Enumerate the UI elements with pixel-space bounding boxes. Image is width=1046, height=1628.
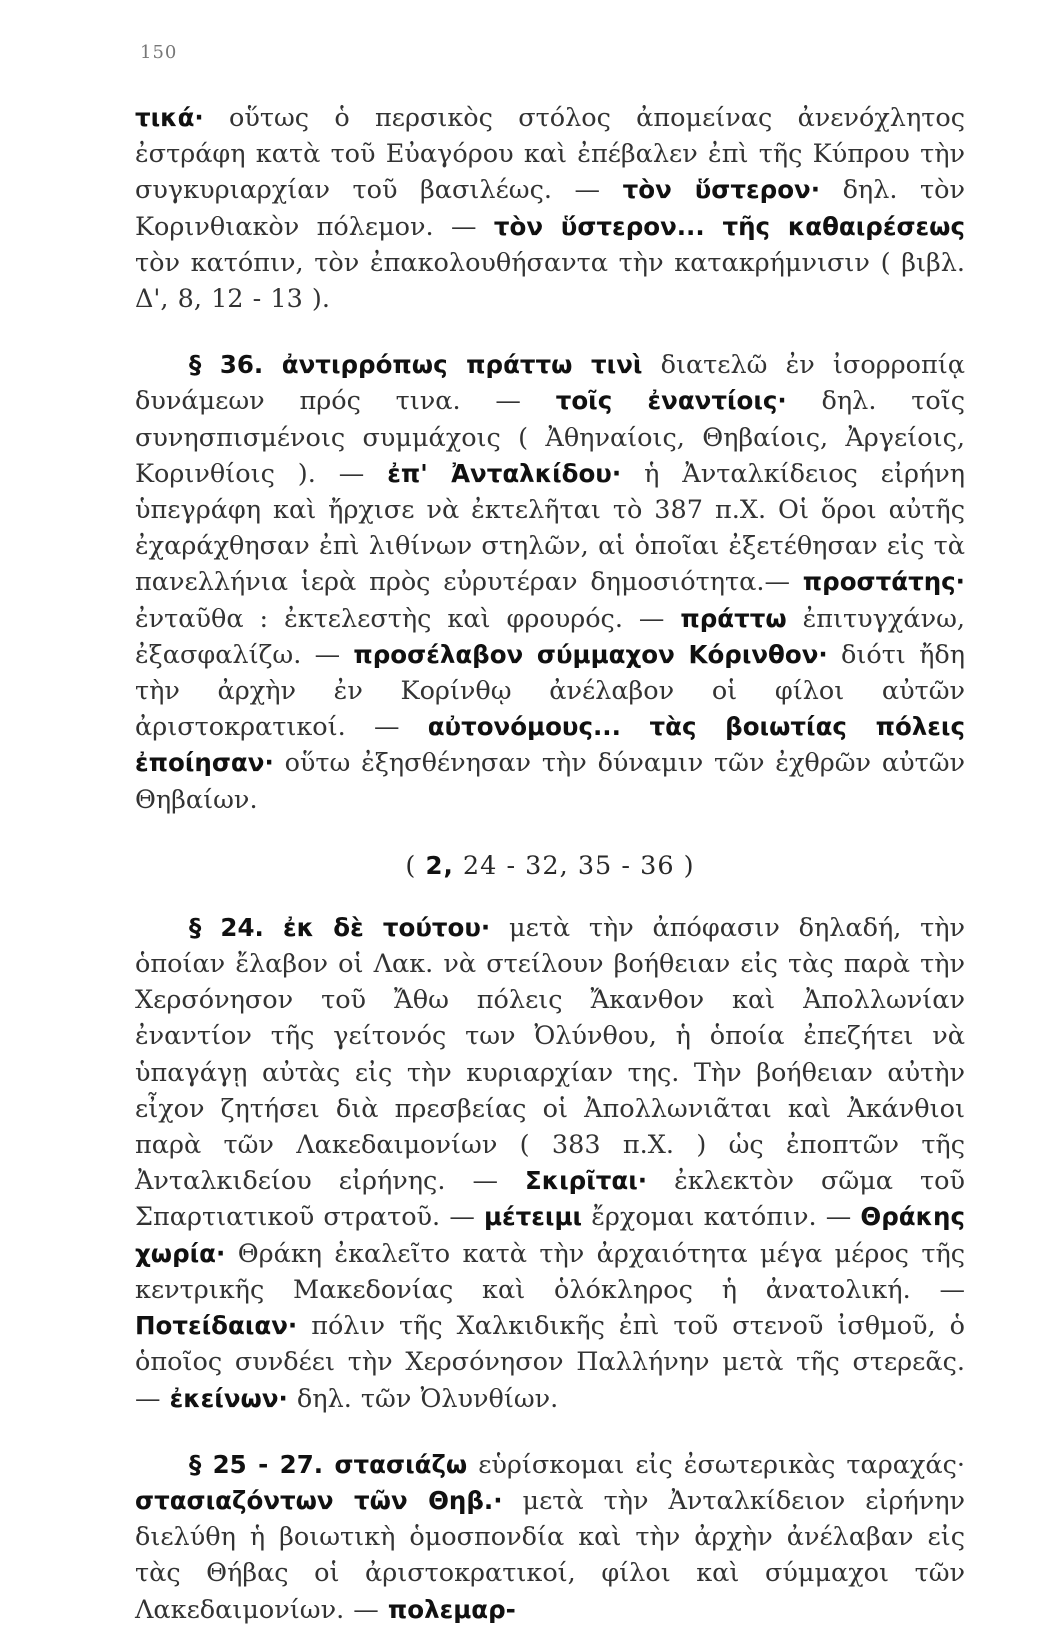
lemma: μέτειμι bbox=[483, 1202, 583, 1232]
commentary-text bbox=[135, 100, 965, 1628]
gloss: ἡ Ἀνταλκίδειος εἰρήνη ὑπεγράφη καὶ ἤρχισε νὰ ἐκτελῆται τὸ 387 π.Χ. Οἱ ὅροι αὐτῆς ἐχαράχθησαν ἐπὶ λιθίνων στηλῶν, αἱ ὁποῖαι ἐξετέθησαν εἰς τὰ πανελλήνια ἱερὰ πρὸς εὐρυτέραν δημοσιότητα.— bbox=[135, 458, 966, 598]
gloss: ἐκλεκτὸν σῶμα τοῦ Σπαρτιατικοῦ στρατοῦ. — bbox=[135, 1166, 965, 1233]
lemma: Θράκης χωρία· bbox=[135, 1202, 965, 1268]
heading-book: 2, bbox=[425, 850, 454, 880]
lemma: πολεμαρ- bbox=[387, 1594, 516, 1624]
gloss: εὑρίσκομαι εἰς ἐσωτερικὰς ταραχάς· bbox=[467, 1449, 965, 1480]
lemma: προσέλαβον σύμμαχον Κόρινθον· bbox=[353, 639, 828, 669]
lemma: στασιαζόντων τῶν Θηβ.· bbox=[135, 1485, 503, 1515]
lemma: § 36. ἀντιρρόπως πράττω τινὶ bbox=[189, 350, 643, 380]
gloss: δηλ. τοῖς συνησπισμένοις συμμάχοις ( Ἀθηναίοις, Θηβαίοις, Ἀργείοις, Κορινθίοις ). — bbox=[135, 386, 965, 489]
lemma: τὸν ὕστερον· bbox=[622, 175, 821, 205]
lemma: πράττω bbox=[680, 603, 787, 633]
gloss: ἐπιτυγχάνω, ἐξασφαλίζω. — bbox=[135, 603, 965, 670]
gloss: διότι ἤδη τὴν ἀρχὴν ἐν Κορίνθῳ ἀνέλαβον οἱ φίλοι αὐτῶν ἀριστοκρατικοί. — bbox=[135, 639, 965, 743]
gloss: πόλιν τῆς Χαλκιδικῆς ἐπὶ τοῦ στενοῦ ἰσθμοῦ, ὁ ὁποῖος συνδέει τὴν Χερσόνησον Παλλήνην μετὰ τῆς στερεᾶς. — bbox=[135, 1311, 965, 1414]
gloss: Θράκη ἐκαλεῖτο κατὰ τὴν ἀρχαιότητα μέγα μέρος τῆς κεντρικῆς Μακεδονίας καὶ ὁλόκληρος ἡ ἀνατολική. — bbox=[135, 1238, 965, 1305]
gloss: ἔρχομαι κατόπιν. — bbox=[582, 1202, 861, 1233]
lemma: ἐκείνων· bbox=[169, 1383, 288, 1413]
gloss: μετὰ τὴν ἀπόφασιν δηλαδή, τὴν ὁποίαν ἔλαβον οἱ Λακ. νὰ στείλουν βοήθειαν εἰς τὰς παρὰ τὴν Χερσόνησον τοῦ Ἄθω πόλεις Ἄκανθον καὶ Ἀπολλωνίαν ἐναντίον τῆς γείτονός των Ὀλύνθου, ἡ ὁποία ἐπεζήτει νὰ ὑπαγάγῃ αὐτὰς εἰς τὴν κυριαρχίαν της. Τὴν βοήθειαν αὐτὴν εἶχον ζητήσει διὰ πρεσβείας οἱ Ἀπολλωνιᾶται καὶ Ἀκάνθιοι παρὰ τῶν Λακεδαιμονίων ( 383 π.Χ. ) ὡς ἐποπτῶν τῆς Ἀνταλκιδείου εἰρήνης. — bbox=[135, 912, 965, 1197]
lemma: αὐτονόμους... τὰς βοιωτίας πόλεις ἐποίησαν· bbox=[135, 712, 966, 778]
lemma: Σκιρῖται· bbox=[524, 1166, 648, 1196]
section-heading bbox=[135, 848, 965, 884]
paragraph-section-24 bbox=[135, 910, 965, 1417]
lemma: ἐπ' Ἀνταλκίδου· bbox=[387, 458, 622, 488]
heading-open: ( bbox=[405, 850, 426, 881]
gloss: μετὰ τὴν Ἀνταλκίδειον εἰρήνην διελύθη ἡ βοιωτικὴ ὁμοσπονδία καὶ τὴν ἀρχὴν ἀνέλαβαν εἰς τὰς Θήβας οἱ ἀριστοκρατικοί, φίλοι καὶ σύμμαχοι τῶν Λακεδαιμονίων. — bbox=[135, 1485, 965, 1625]
lemma: § 25 - 27. στασιάζω bbox=[189, 1449, 468, 1479]
lemma: τοῖς ἐναντίοις· bbox=[555, 386, 787, 416]
gloss: ἐνταῦθα : ἐκτελεστὴς καὶ φρουρός. — bbox=[135, 603, 681, 634]
gloss: οὕτω ἐξησθένησαν τὴν δύναμιν τῶν ἐχθρῶν αὐτῶν Θηβαίων. bbox=[135, 748, 965, 815]
lemma: τὸν ὕστερον... τῆς καθαιρέσεως bbox=[493, 211, 965, 241]
paragraph-section-25-27 bbox=[135, 1447, 965, 1628]
lemma: τικά· bbox=[135, 103, 204, 132]
lemma: § 24. ἐκ δὲ τούτου· bbox=[189, 912, 491, 942]
gloss: τὸν κατόπιν, τὸν ἐπακολουθήσαντα τὴν κατακρήμνισιν ( βιβλ. Δ', 8, 12 - 13 ). bbox=[135, 247, 965, 315]
gloss: δηλ. τὸν Κορινθιακὸν πόλεμον. — bbox=[135, 175, 966, 242]
page-number: 150 bbox=[140, 42, 178, 63]
gloss: οὕτως ὁ περσικὸς στόλος ἀπομείνας ἀνενόχλητος ἐστράφη κατὰ τοῦ Εὐαγόρου καὶ ἐπέβαλεν ἐπὶ τῆς Κύπρου τὴν συγκυριαρχίαν τοῦ βασιλέως. — bbox=[135, 103, 965, 206]
paragraph-section-36 bbox=[135, 347, 965, 818]
gloss: δηλ. τῶν Ὀλυνθίων. bbox=[287, 1383, 559, 1414]
lemma: προστάτης· bbox=[802, 567, 965, 597]
gloss: διατελῶ ἐν ἰσορροπίᾳ δυνάμεων πρός τινα. — bbox=[135, 350, 965, 417]
paragraph-1 bbox=[135, 100, 965, 317]
lemma: Ποτείδαιαν· bbox=[135, 1311, 298, 1341]
heading-range: 24 - 32, 35 - 36 ) bbox=[453, 850, 695, 881]
